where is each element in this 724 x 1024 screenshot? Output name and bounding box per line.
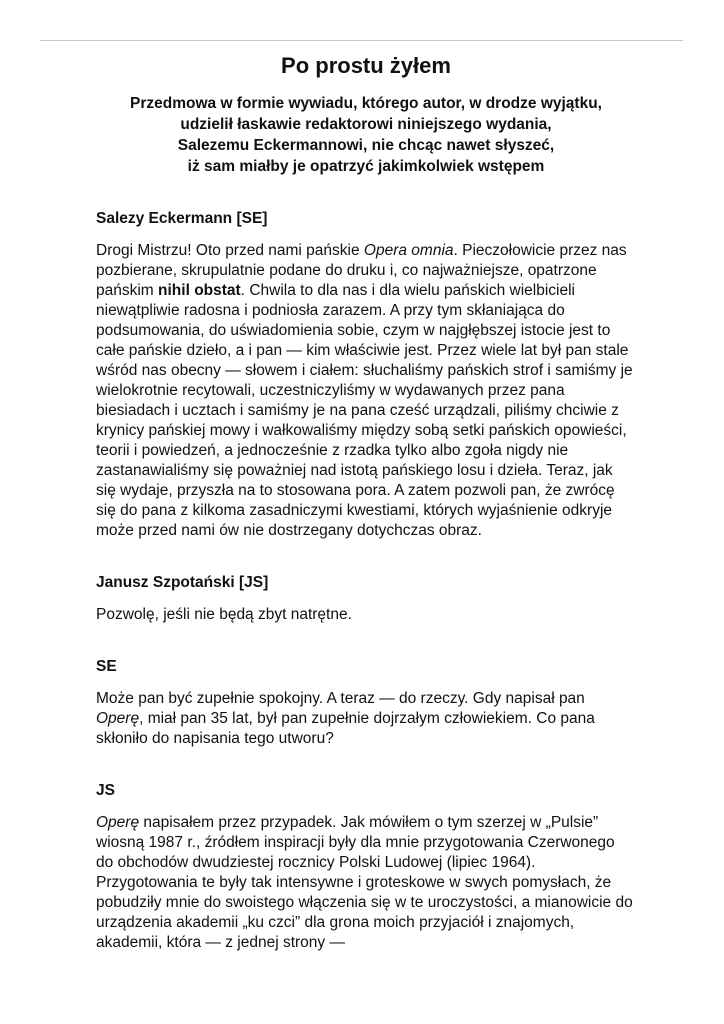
document-body [96,50,636,953]
bold-text: nihil obstat [158,282,241,299]
speaker-heading: JS [96,782,115,799]
text-run: napisałem przez przypadek. Jak mówiłem o tym szerzej w „Pulsie” wiosną 1987 r., źródłem inspiracji były dla mnie przygotowania Czerwonego do obchodów dwudziestej rocznicy Polski Ludowej (lipiec 1964). Przygotowania te były tak intensywne i groteskowe w swych pomysłach, że pobudziły mnie do swoistego włączenia się w te uroczystości, a mianowicie do urządzenia akademii „ku czci” dla grona moich przyjaciół i znajomych, akademii, która — z jednej strony — [96,814,633,951]
paragraph [96,813,636,953]
italic-text: Opera omnia [363,242,454,259]
speaker-heading: Janusz Szpotański [JS] [96,574,269,591]
top-rule [40,40,683,41]
text-run: Może pan być zupełnie spokojny. A teraz — do rzeczy. Gdy napisał pan [96,690,585,707]
paragraph: Pozwolę, jeśli nie będą zbyt natrętne. [96,606,352,623]
subtitle: Przedmowa w formie wywiadu, którego autor, w drodze wyjątku, udzielił łaskawie redaktorowi niniejszego wydania, Salezemu Eckermannowi, nie chcąc nawet słyszeć, iż sam miałby je opatrzyć jakimkolwiek wstępem [130,95,602,175]
page-title: Po prostu żyłem [281,53,451,78]
italic-text: Operę [96,814,140,831]
paragraph [96,689,636,749]
text-run: Drogi Mistrzu! Oto przed nami pańskie [96,242,364,259]
text-run: . Pieczołowicie przez nas pozbierane, skrupulatnie podane do druku i, co najważniejsze, opatrzone pańskim [96,242,627,299]
text-run: , miał pan 35 lat, był pan zupełnie dojrzałym człowiekiem. Co pana skłoniło do napisania tego utworu? [96,710,595,747]
speaker-heading: Salezy Eckermann [SE] [96,210,268,227]
paragraph [96,241,636,541]
speaker-heading: SE [96,658,117,675]
italic-text: Operę [96,710,140,727]
text-run: . Chwila to dla nas i dla wielu pańskich wielbicieli niewątpliwie radosna i podniosła zarazem. A przy tym skłaniająca do podsumowania, do uświadomienia sobie, czym w najgłębszej istocie jest to całe pańskie dzieło, a i pan — kim właściwie jest. Przez wiele lat był pan stale wśród nas obecny — słowem i ciałem: słuchaliśmy pańskich strof i samiśmy je wielokrotnie recytowali, uczestniczyliśmy w wydawanych przez pana biesiadach i ucztach i samiśmy je na pana cześć urządzali, piliśmy chciwie z krynicy pańskiej mowy i wałkowaliśmy między sobą setki pańskich opowieści, teorii i powiedzeń, a jednocześnie z rzadka tylko albo zgoła nigdy nie zastanawialiśmy się poważniej nad istotą pańskiego losu i dzieła. Teraz, jak się wydaje, przyszła na to stosowana pora. A zatem pozwoli pan, że zwrócę się do pana z kilkoma zasadniczymi kwestiami, których wyjaśnienie odkryje może przed nami ów nie dostrzegany dotychczas obraz. [96,282,633,539]
